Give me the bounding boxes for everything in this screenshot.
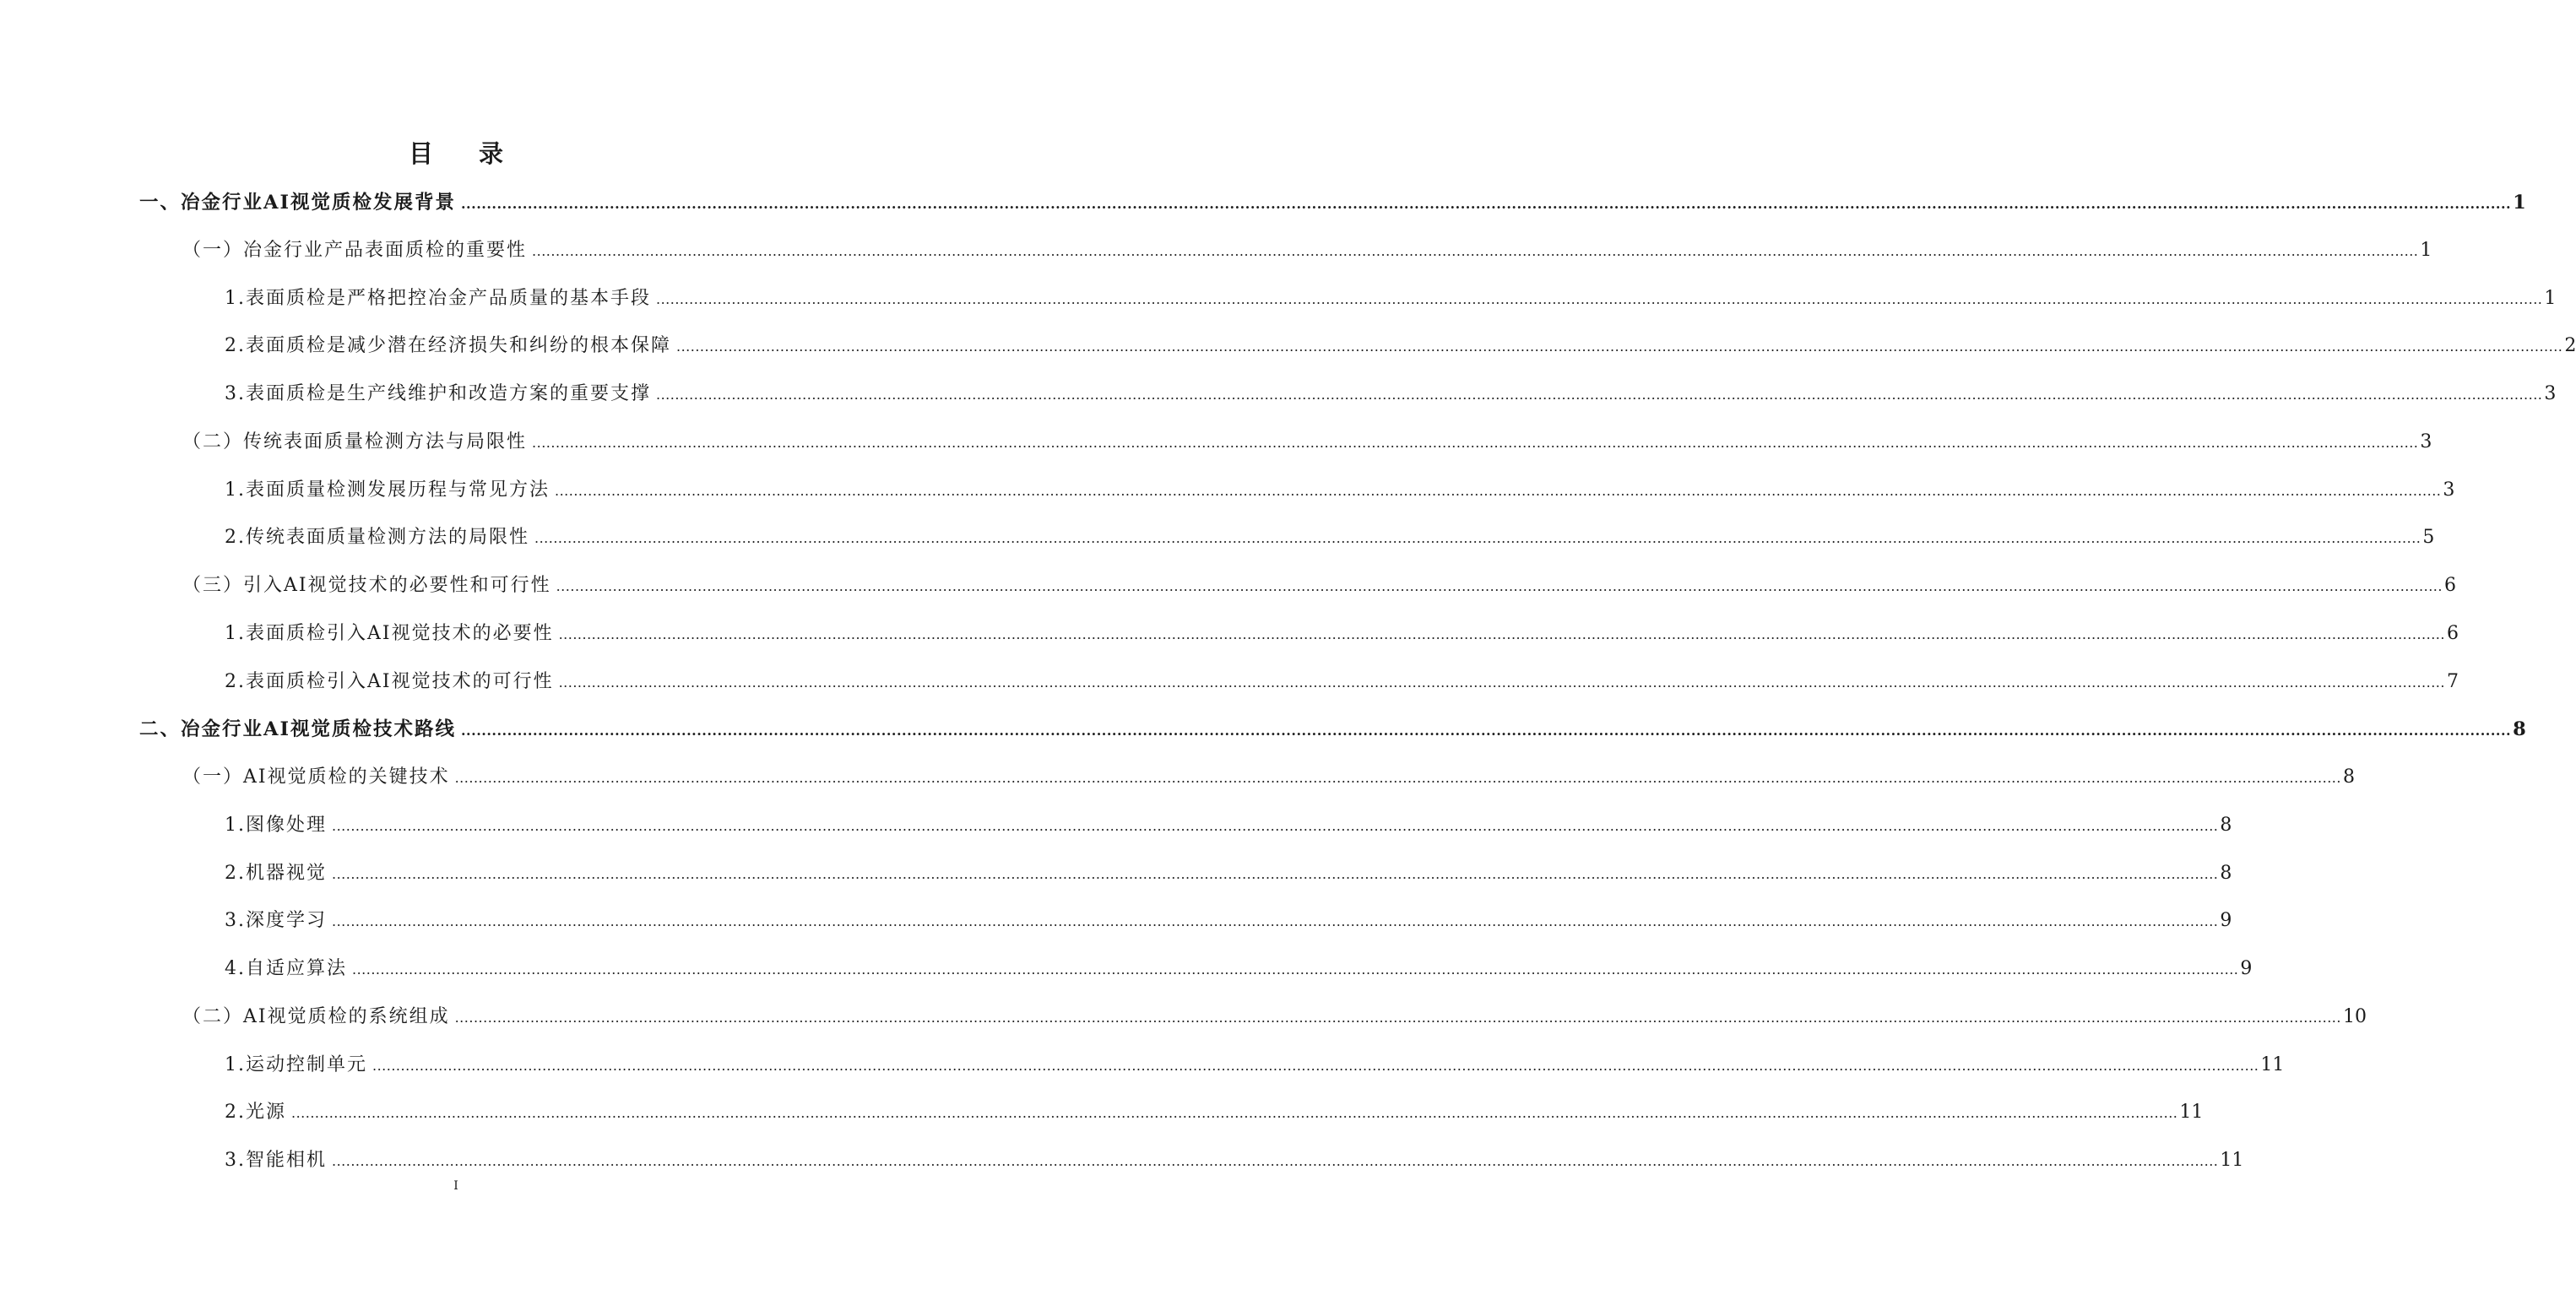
- toc-dot-leader: ................................................................................................................................................................................................................................................................................................................................................................................................................: [460, 723, 2512, 739]
- toc-dot-leader: ................................................................................................................................................................................................................................................................................................................................................................................................................: [332, 913, 2219, 930]
- toc-entry-text: 1.表面质量检测发展历程与常见方法: [225, 479, 550, 501]
- toc-page-number: 8: [2342, 766, 2355, 788]
- toc-dot-leader: ................................................................................................................................................................................................................................................................................................................................................................................................................: [332, 865, 2219, 882]
- toc-page-number: 1: [2513, 192, 2526, 214]
- toc-entry[interactable]: [225, 275, 2557, 322]
- toc-entry-text: （二）AI视觉质检的系统组成: [182, 1005, 450, 1027]
- toc-dot-leader: ................................................................................................................................................................................................................................................................................................................................................................................................................: [558, 674, 2445, 691]
- toc-entry-text: 3.深度学习: [225, 910, 327, 932]
- toc-page-number: 2: [2564, 335, 2576, 357]
- toc-entry[interactable]: [225, 371, 2557, 418]
- toc-page-number: 1: [2420, 239, 2432, 261]
- toc-entry[interactable]: [182, 227, 2432, 274]
- toc-page-number: 11: [2220, 1150, 2244, 1171]
- toc-entry-text: 3.表面质检是生产线维护和改造方案的重要支撑: [225, 383, 651, 404]
- toc-page-number: 1: [2544, 287, 2557, 309]
- toc-entry[interactable]: [225, 945, 2253, 993]
- toc-page-number: 3: [2544, 383, 2557, 404]
- toc-dot-leader: ................................................................................................................................................................................................................................................................................................................................................................................................................: [656, 387, 2543, 403]
- toc-entry[interactable]: [225, 514, 2435, 561]
- toc-dot-leader: ................................................................................................................................................................................................................................................................................................................................................................................................................: [332, 1153, 2219, 1169]
- toc-dot-leader: ................................................................................................................................................................................................................................................................................................................................................................................................................: [676, 338, 2563, 355]
- toc-page-number: 8: [2513, 718, 2526, 741]
- toc-page-number: 3: [2443, 479, 2455, 501]
- toc-page-number: 8: [2220, 814, 2232, 836]
- toc-entry[interactable]: [225, 322, 2576, 370]
- toc-entry-text: （一）冶金行业产品表面质检的重要性: [182, 239, 528, 261]
- toc-entry-text: 1.表面质检引入AI视觉技术的必要性: [225, 622, 554, 644]
- toc-entry-text: 2.表面质检是减少潜在经济损失和纠纷的根本保障: [225, 335, 671, 357]
- toc-entry[interactable]: [225, 610, 2459, 658]
- toc-entry-text: 二、冶金行业AI视觉质检技术路线: [139, 718, 456, 741]
- toc-dot-leader: ................................................................................................................................................................................................................................................................................................................................................................................................................: [332, 817, 2219, 834]
- toc-page-number: 11: [2260, 1053, 2285, 1075]
- toc-dot-leader: ................................................................................................................................................................................................................................................................................................................................................................................................................: [656, 290, 2543, 307]
- toc-dot-leader: ................................................................................................................................................................................................................................................................................................................................................................................................................: [556, 578, 2443, 594]
- toc-dot-leader: ................................................................................................................................................................................................................................................................................................................................................................................................................: [454, 770, 2341, 786]
- toc-entry-text: 1.表面质检是严格把控冶金产品质量的基本手段: [225, 287, 651, 309]
- toc-entry-text: 3.智能相机: [225, 1150, 327, 1171]
- toc-entry[interactable]: [225, 1089, 2204, 1136]
- toc-entry[interactable]: [182, 994, 2367, 1041]
- toc-page-number: 6: [2446, 622, 2459, 644]
- toc-entry-text: 4.自适应算法: [225, 958, 347, 979]
- toc-entry-text: 1.图像处理: [225, 814, 327, 836]
- toc-dot-leader: ................................................................................................................................................................................................................................................................................................................................................................................................................: [534, 530, 2421, 547]
- toc-entry[interactable]: [225, 658, 2459, 706]
- toc-entry-text: （二）传统表面质量检测方法与局限性: [182, 431, 528, 452]
- toc-entry-text: 一、冶金行业AI视觉质检发展背景: [139, 192, 456, 214]
- toc-entry[interactable]: [182, 754, 2355, 801]
- toc-entry-text: （三）引入AI视觉技术的必要性和可行性: [182, 575, 551, 596]
- toc-page-number: 9: [2220, 910, 2232, 932]
- toc-entry[interactable]: [225, 850, 2232, 897]
- toc-entry[interactable]: [225, 467, 2455, 514]
- toc-page-number: 3: [2420, 431, 2432, 452]
- toc-page-number: 9: [2240, 958, 2253, 979]
- toc-dot-leader: ................................................................................................................................................................................................................................................................................................................................................................................................................: [532, 242, 2419, 259]
- toc-dot-leader: ................................................................................................................................................................................................................................................................................................................................................................................................................: [555, 482, 2442, 499]
- toc-dot-leader: ................................................................................................................................................................................................................................................................................................................................................................................................................: [558, 626, 2445, 642]
- toc-entry[interactable]: [139, 179, 2526, 226]
- toc-entry[interactable]: [182, 419, 2432, 466]
- toc-page-number: 7: [2446, 670, 2459, 692]
- toc-entry[interactable]: [182, 562, 2456, 609]
- toc-entry[interactable]: [225, 897, 2232, 945]
- page-number: I: [453, 1179, 458, 1193]
- toc-entry[interactable]: [139, 706, 2526, 753]
- toc-dot-leader: ................................................................................................................................................................................................................................................................................................................................................................................................................: [352, 961, 2239, 978]
- toc-entry[interactable]: [225, 1042, 2285, 1089]
- toc-entry-text: 1.运动控制单元: [225, 1053, 367, 1075]
- toc-page-number: 6: [2443, 575, 2456, 596]
- toc-entry-text: 2.机器视觉: [225, 862, 327, 884]
- toc-dot-leader: ................................................................................................................................................................................................................................................................................................................................................................................................................: [460, 196, 2512, 212]
- toc-entry[interactable]: [225, 802, 2232, 849]
- toc-page-number: 5: [2422, 527, 2435, 549]
- toc-dot-leader: ................................................................................................................................................................................................................................................................................................................................................................................................................: [454, 1009, 2341, 1026]
- toc-page-number: 8: [2220, 862, 2232, 884]
- toc-entry-text: 2.表面质检引入AI视觉技术的可行性: [225, 670, 554, 692]
- toc-page-number: 11: [2179, 1102, 2204, 1124]
- toc-entry-text: 2.传统表面质量检测方法的局限性: [225, 527, 529, 549]
- toc-page-number: 10: [2342, 1005, 2367, 1027]
- toc-title: 目 录: [408, 139, 523, 168]
- toc-dot-leader: ................................................................................................................................................................................................................................................................................................................................................................................................................: [372, 1057, 2259, 1074]
- toc-dot-leader: ................................................................................................................................................................................................................................................................................................................................................................................................................: [291, 1105, 2178, 1122]
- toc-entry-text: （一）AI视觉质检的关键技术: [182, 766, 450, 788]
- toc-entry-text: 2.光源: [225, 1102, 286, 1124]
- toc-dot-leader: ................................................................................................................................................................................................................................................................................................................................................................................................................: [532, 434, 2419, 451]
